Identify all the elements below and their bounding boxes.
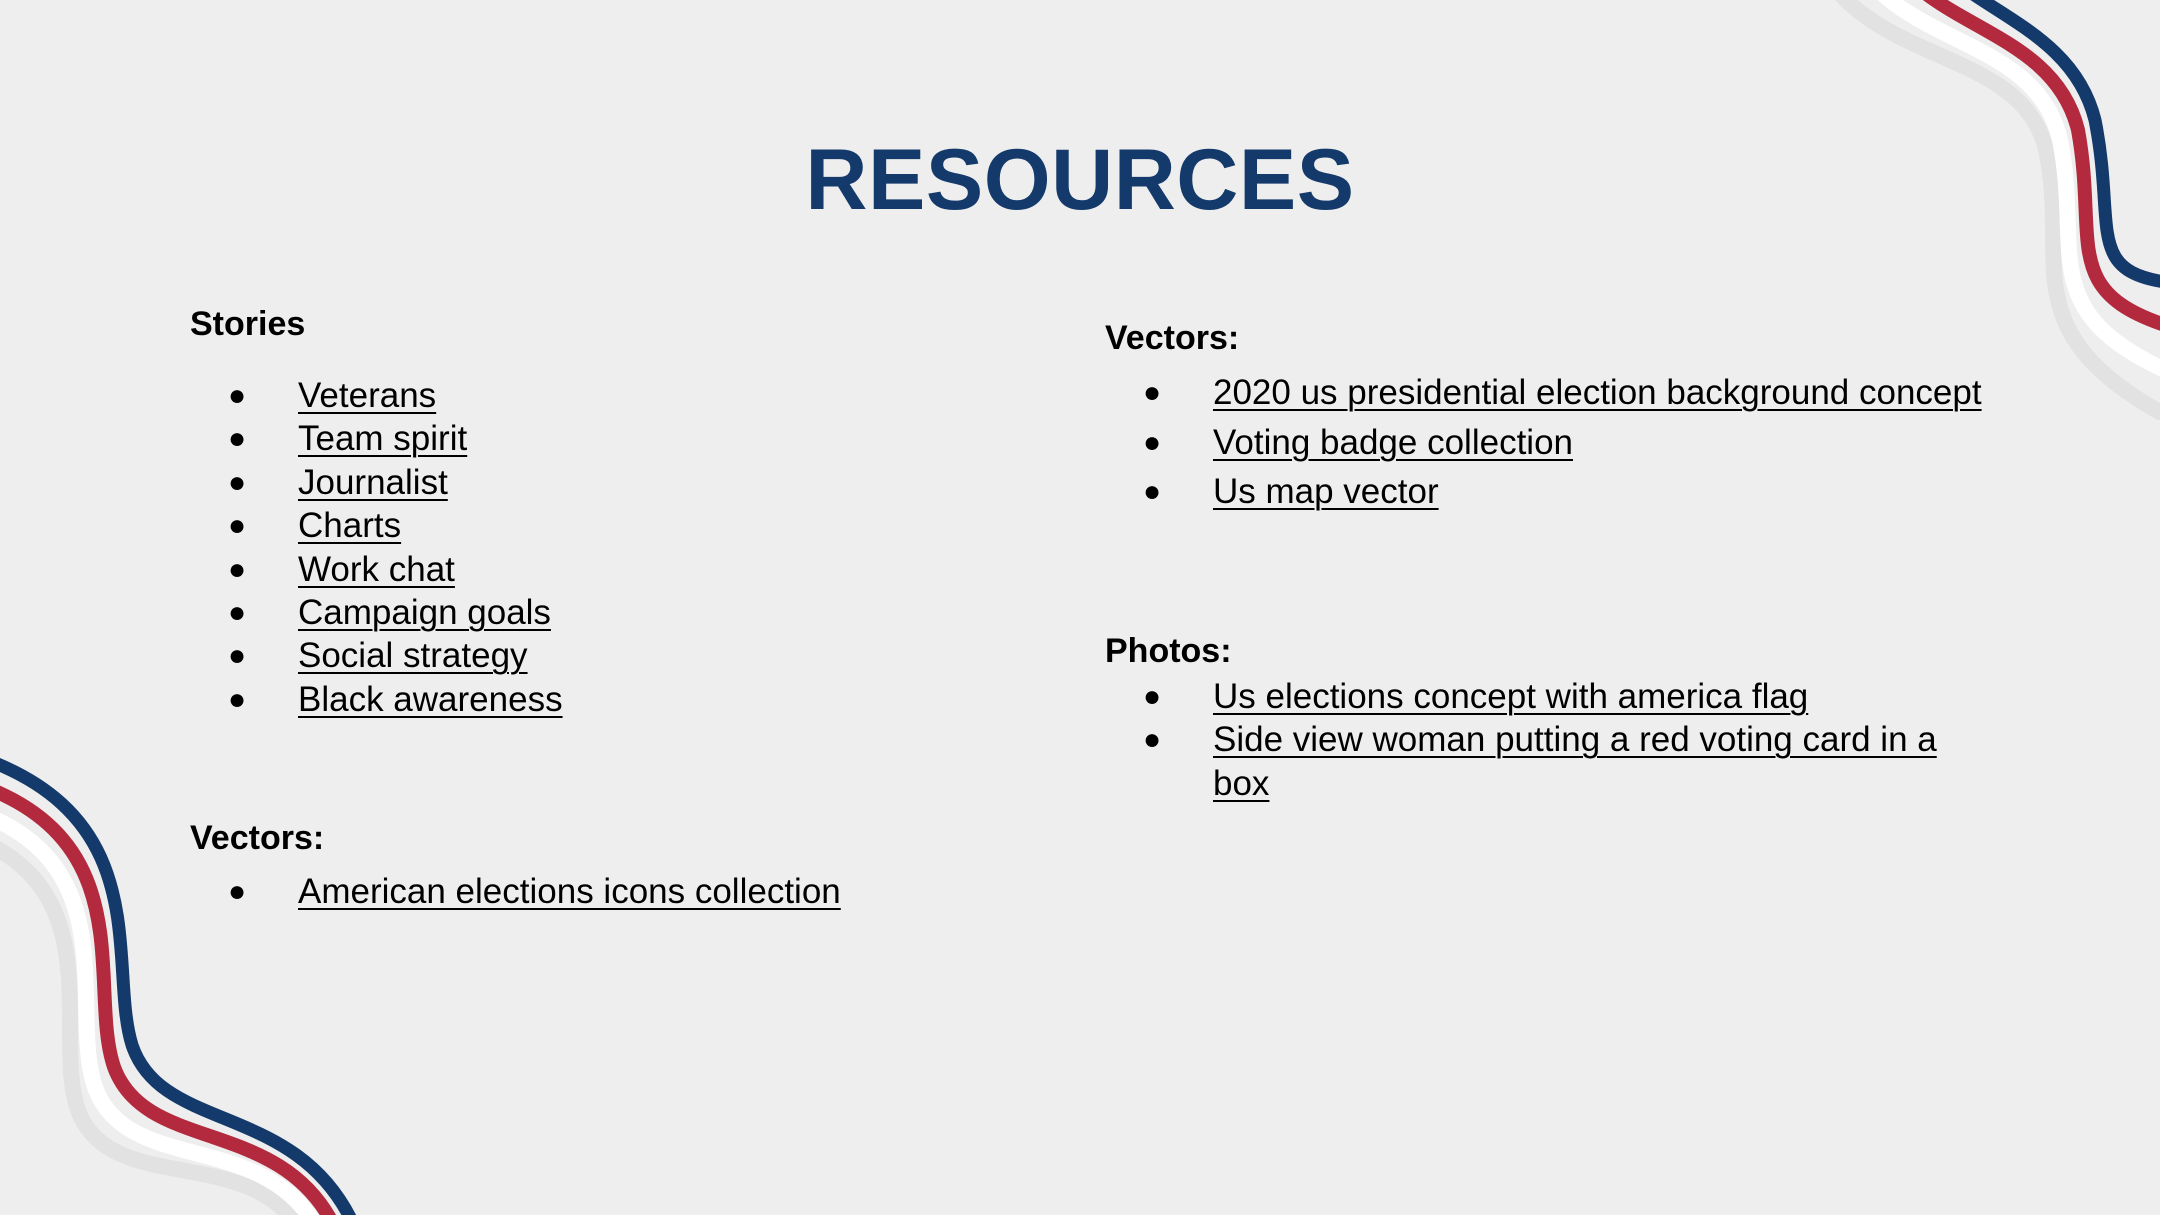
list-item: [190, 548, 1070, 591]
vectors-left-list: [190, 870, 1070, 913]
bullet-icon: ●: [228, 465, 247, 499]
bullet-icon: ●: [228, 639, 247, 673]
vectors-right-heading: Vectors:: [1105, 319, 1240, 357]
list-item: [190, 504, 1070, 547]
vectors-right-list: [1105, 368, 1985, 517]
list-item: [190, 634, 1070, 677]
list-item: [190, 461, 1070, 504]
link-work-chat[interactable]: Work chat: [298, 549, 455, 589]
bullet-icon: ●: [1143, 425, 1162, 459]
bullet-icon: ●: [228, 379, 247, 412]
bullet-icon: ●: [228, 552, 247, 586]
list-item: [1105, 418, 1985, 468]
list-item: [1105, 718, 1985, 805]
link-campaign-goals[interactable]: Campaign goals: [298, 593, 551, 633]
link-veterans[interactable]: Veterans: [298, 376, 437, 415]
link-journalist[interactable]: Journalist: [298, 462, 448, 502]
bullet-icon: ●: [228, 422, 247, 456]
link-team-spirit[interactable]: Team spirit: [298, 419, 468, 459]
photos-list: [1105, 675, 1985, 805]
list-item: [190, 870, 1070, 913]
bullet-icon: ●: [228, 596, 247, 630]
list-item: [1105, 368, 1985, 418]
stories-section: [190, 304, 1070, 721]
bullet-icon: ●: [1143, 376, 1162, 409]
link-woman-voting-card[interactable]: Side view woman putting a red voting card in a box: [1213, 720, 1937, 803]
page-title: RESOURCES: [805, 132, 1355, 228]
link-social-strategy[interactable]: Social strategy: [298, 636, 528, 676]
list-item: [190, 417, 1070, 460]
bullet-icon: ●: [228, 682, 247, 716]
photos-heading: Photos:: [1105, 632, 1232, 670]
vectors-left-section: [190, 818, 1070, 913]
link-us-elections-flag[interactable]: Us elections concept with america flag: [1213, 677, 1809, 716]
photos-section: [1105, 631, 1985, 805]
stories-heading: Stories: [190, 305, 306, 343]
list-item: [1105, 675, 1985, 718]
link-2020-election-background[interactable]: 2020 us presidential election background concept: [1213, 373, 1982, 412]
bullet-icon: ●: [1143, 680, 1162, 713]
bullet-icon: ●: [228, 509, 247, 543]
list-item: [190, 374, 1070, 417]
bullet-icon: ●: [1143, 723, 1162, 757]
vectors-right-section: [1105, 318, 1985, 517]
link-us-map-vector[interactable]: Us map vector: [1213, 472, 1439, 511]
list-item: [190, 591, 1070, 634]
bullet-icon: ●: [228, 875, 247, 908]
list-item: [1105, 467, 1985, 517]
link-charts[interactable]: Charts: [298, 506, 402, 546]
bullet-icon: ●: [1143, 475, 1162, 508]
stories-list: [190, 374, 1070, 721]
vectors-left-heading: Vectors:: [190, 819, 325, 857]
link-american-elections-icons[interactable]: American elections icons collection: [298, 872, 841, 911]
link-voting-badge-collection[interactable]: Voting badge collection: [1213, 422, 1573, 462]
list-item: [190, 678, 1070, 721]
link-black-awareness[interactable]: Black awareness: [298, 679, 563, 719]
